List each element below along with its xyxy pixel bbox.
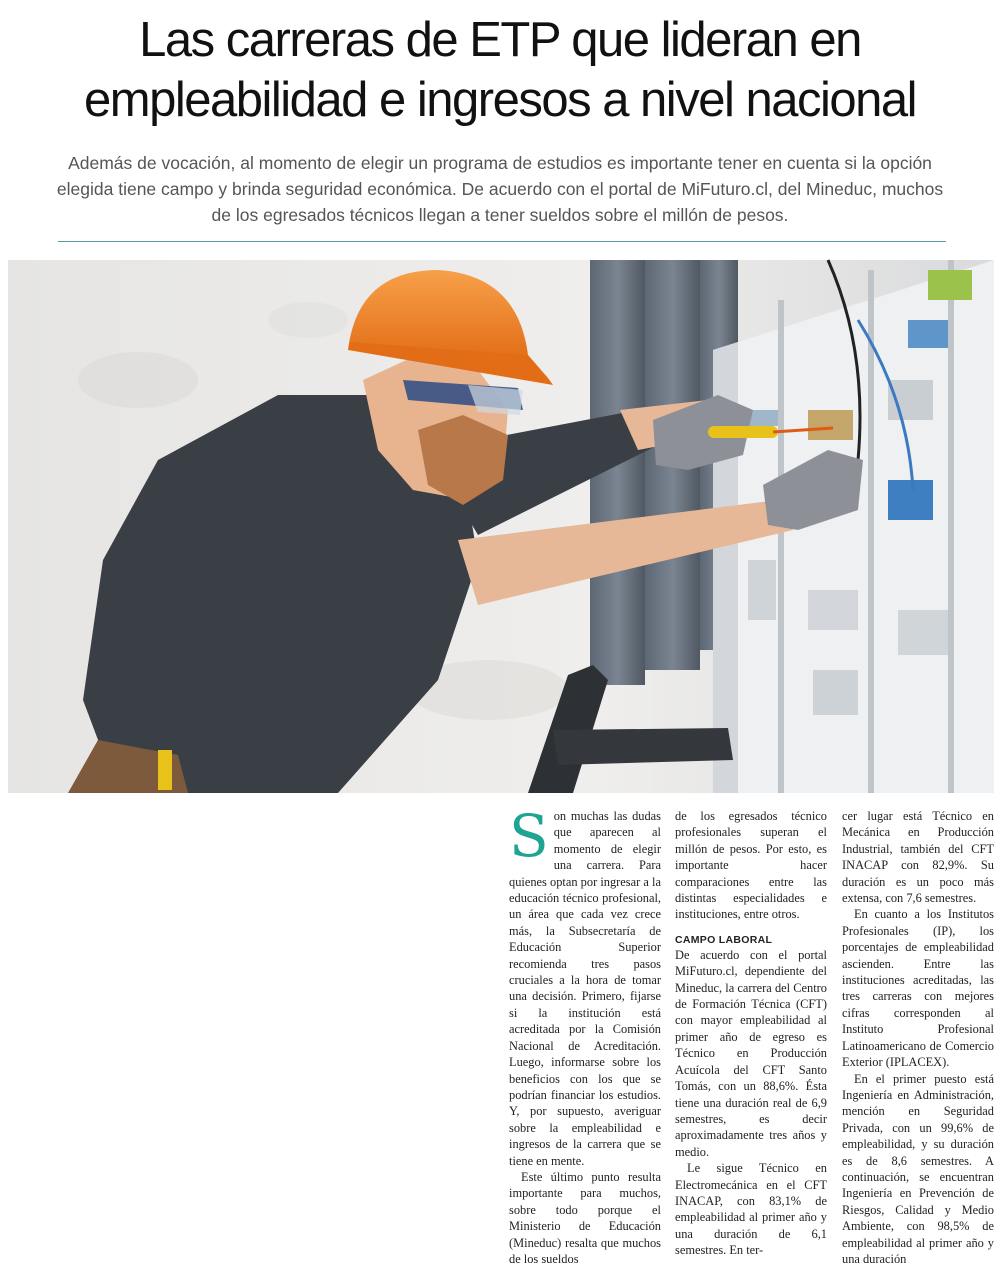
article-paragraph-3: De acuerdo con el portal MiFuturo.cl, dependiente del Mineduc, la carrera del Centro de Formación Técnica (CFT) con mayor empleabilidad al primer año de egreso es Técnico en Producción Acuícola del CFT Santo Tomás, con un 88,6%. Ésta tiene una duración real de 6,9 semestres, es decir aproximadamente tres años y medio. [675, 947, 827, 1160]
headline-line-2: empleabilidad e ingresos a nivel nacional [84, 73, 916, 127]
section-subhead: CAMPO LABORAL [675, 933, 827, 947]
divider-rule [58, 241, 946, 242]
drop-cap: S [509, 812, 549, 860]
article-paragraph-5: En cuanto a los Institutos Profesionales (IP), los porcentajes de empleabilidad ascienden. Entre las instituciones acreditadas, las tres carreras con mejores cifras corresponden al Instituto Profesional Latinoamericano de Comercio Exterior (IPLACEX). [842, 906, 994, 1070]
headline [20, 10, 980, 130]
lead-paragraph: Además de vocación, al momento de elegir un programa de estudios es importante tener en cuenta si la opción elegida tiene campo y brinda seguridad económica. De acuerdo con el portal de MiFuturo.cl, del Mineduc, muchos de los egresados técnicos llegan a tener sueldos sobre el millón de pesos. [50, 150, 950, 228]
article-paragraph-4b: cer lugar está Técnico en Mecánica en Producción Industrial, también del CFT INACAP con 82,9%. Su duración es un poco más extensa, con 7,6 semestres. [842, 808, 994, 906]
article-paragraph-2a: Este último punto resulta importante para muchos, sobre todo porque el Ministerio de Educación (Mineduc) resalta que muchos de los sueldos [509, 1169, 661, 1267]
article-paragraph-2b: de los egresados técnico profesionales superan el millón de pesos. Por esto, es importante hacer comparaciones entre las distintas especialidades e instituciones, entre otros. [675, 808, 827, 923]
article-paragraph-intro: Son muchas las dudas que aparecen al momento de elegir una carrera. Para quienes optan por ingresar a la educación técnico profesional, un área que cada vez crece más, la Subsecretaría de Educación Superior recomienda tres pasos cruciales a la hora de tomar una decisión. Primero, fijarse si la institución está acreditada por la Comisión Nacional de Acreditación. Luego, informarse sobre los beneficios con los que se podrían financiar los estudios. Y, por supuesto, averiguar sobre la empleabilidad e ingresos de la carrera que se tiene en mente. [509, 808, 661, 1169]
headline-line-1: Las carreras de ETP que lideran en [139, 13, 861, 67]
article-paragraph-6: En el primer puesto está Ingeniería en Administración, mención en Seguridad Privada, con un 99,6% de empleabilidad, y su duración es de 8,6 semestres. A continuación, se encuentran Ingeniería en Prevención de Riesgos, Calidad y Medio Ambiente, con 98,5% de empleabilidad al primer año y una duración [842, 1071, 994, 1267]
electrician-photo [8, 260, 994, 793]
article-column-3 [842, 808, 994, 1228]
article-paragraph-4a: Le sigue Técnico en Electromecánica en el CFT INACAP, con 83,1% de empleabilidad al primer año y una duración de 6,1 semestres. En ter- [675, 1160, 827, 1258]
article-column-2 [675, 808, 827, 1228]
article-column-1 [509, 808, 661, 1228]
